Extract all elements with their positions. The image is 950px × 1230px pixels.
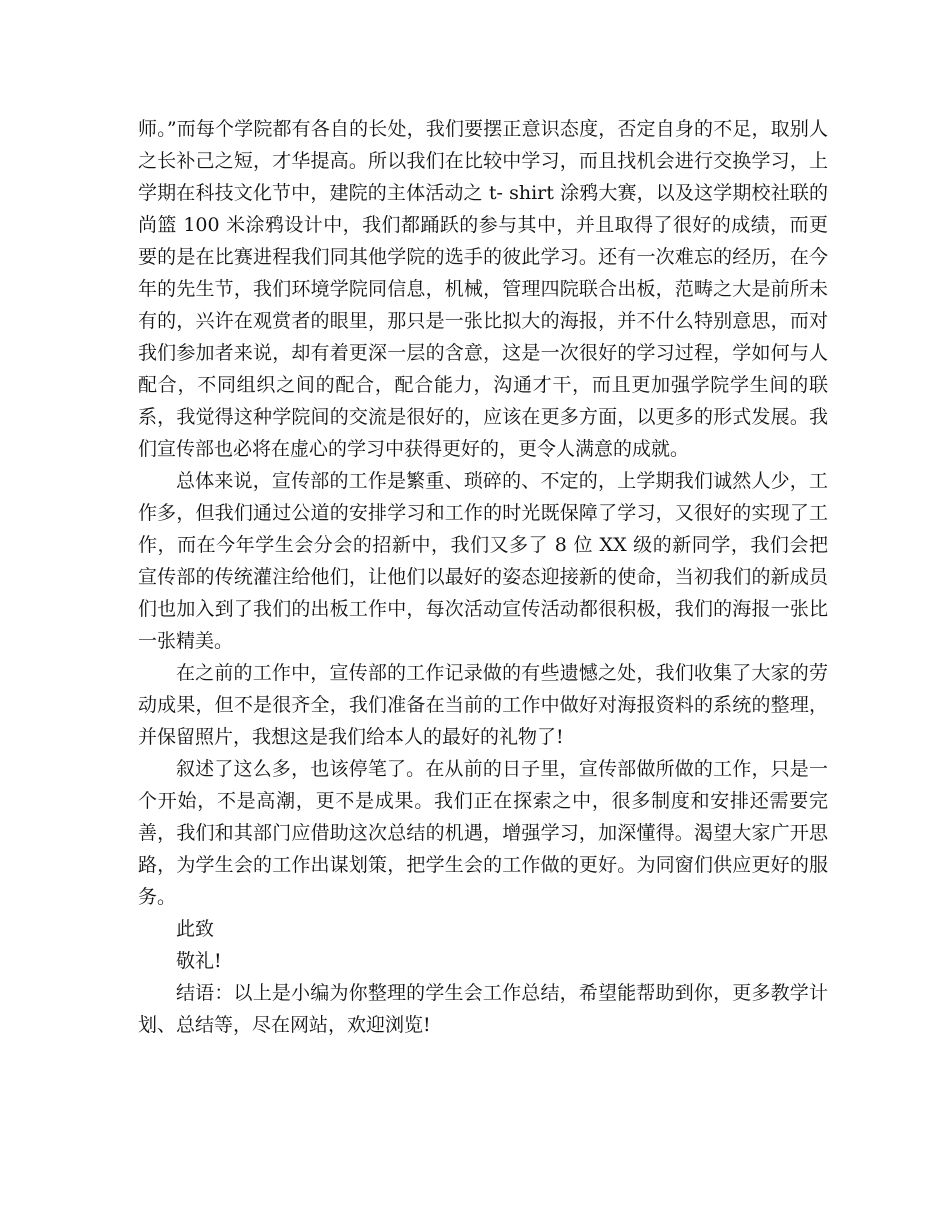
closing-regards: 敬礼!	[176, 950, 222, 972]
paragraph-4: 叙述了这么多，也该停笔了。在从前的日子里，宣传部做所做的工作，只是一个开始，不是高潮，更不是成果。我们正在探索之中，很多制度和安排还需要完善，我们和其部门应借助这次总结的机遇，增强学习，加深懂得。渴望大家广开思路，为学生会的工作出谋划策，把学生会的工作做的更好。为同窗们供应更好的服务。	[138, 758, 828, 908]
document-body	[138, 113, 828, 1041]
paragraph-2: 总体来说，宣传部的工作是繁重、琐碎的、不定的，上学期我们诚然人少，工作多，但我们通过公道的安排学习和工作的时光既保障了学习，又很好的实现了工作，而在今年学生会分会的招新中，我们又多了 8 位 XX 级的新同学，我们会把宣传部的传统灌注给他们，让他们以最好的姿态迎接新的使命，当初我们的新成员们也加入到了我们的出板工作中，每次活动宣传活动都很积极，我们的海报一张比一张精美。	[138, 470, 828, 652]
ending-note: 结语：以上是小编为你整理的学生会工作总结，希望能帮助到你，更多教学计划、总结等，尽在网站，欢迎浏览!	[138, 982, 828, 1036]
paragraph-1: 师。”而每个学院都有各自的长处，我们要摆正意识态度，否定自身的不足，取别人之长补己之短，才华提高。所以我们在比较中学习，而且找机会进行交换学习，上学期在科技文化节中，建院的主体活动之 t- shirt 涂鸦大赛，以及这学期校社联的尚篮 100 米涂鸦设计中，我们都踊跃的参与其中，并且取得了很好的成绩，而更要的是在比赛进程我们同其他学院的选手的彼此学习。还有一次难忘的经历，在今年的先生节，我们环境学院同信息，机械，管理四院联合出板，范畴之大是前所未有的，兴许在观赏者的眼里，那只是一张比拟大的海报，并不什么特别意思，而对我们参加者来说，却有着更深一层的含意，这是一次很好的学习过程，学如何与人配合，不同组织之间的配合，配合能力，沟通才干，而且更加强学院学生间的联系，我觉得这种学院间的交流是很好的，应该在更多方面，以更多的形式发展。我们宣传部也必将在虚心的学习中获得更好的，更令人满意的成就。	[138, 118, 828, 460]
paragraph-3: 在之前的工作中，宣传部的工作记录做的有些遗憾之处，我们收集了大家的劳动成果，但不是很齐全，我们准备在当前的工作中做好对海报资料的系统的整理，并保留照片，我想这是我们给本人的最好的礼物了!	[138, 662, 828, 748]
closing-salutation: 此致	[176, 918, 215, 940]
